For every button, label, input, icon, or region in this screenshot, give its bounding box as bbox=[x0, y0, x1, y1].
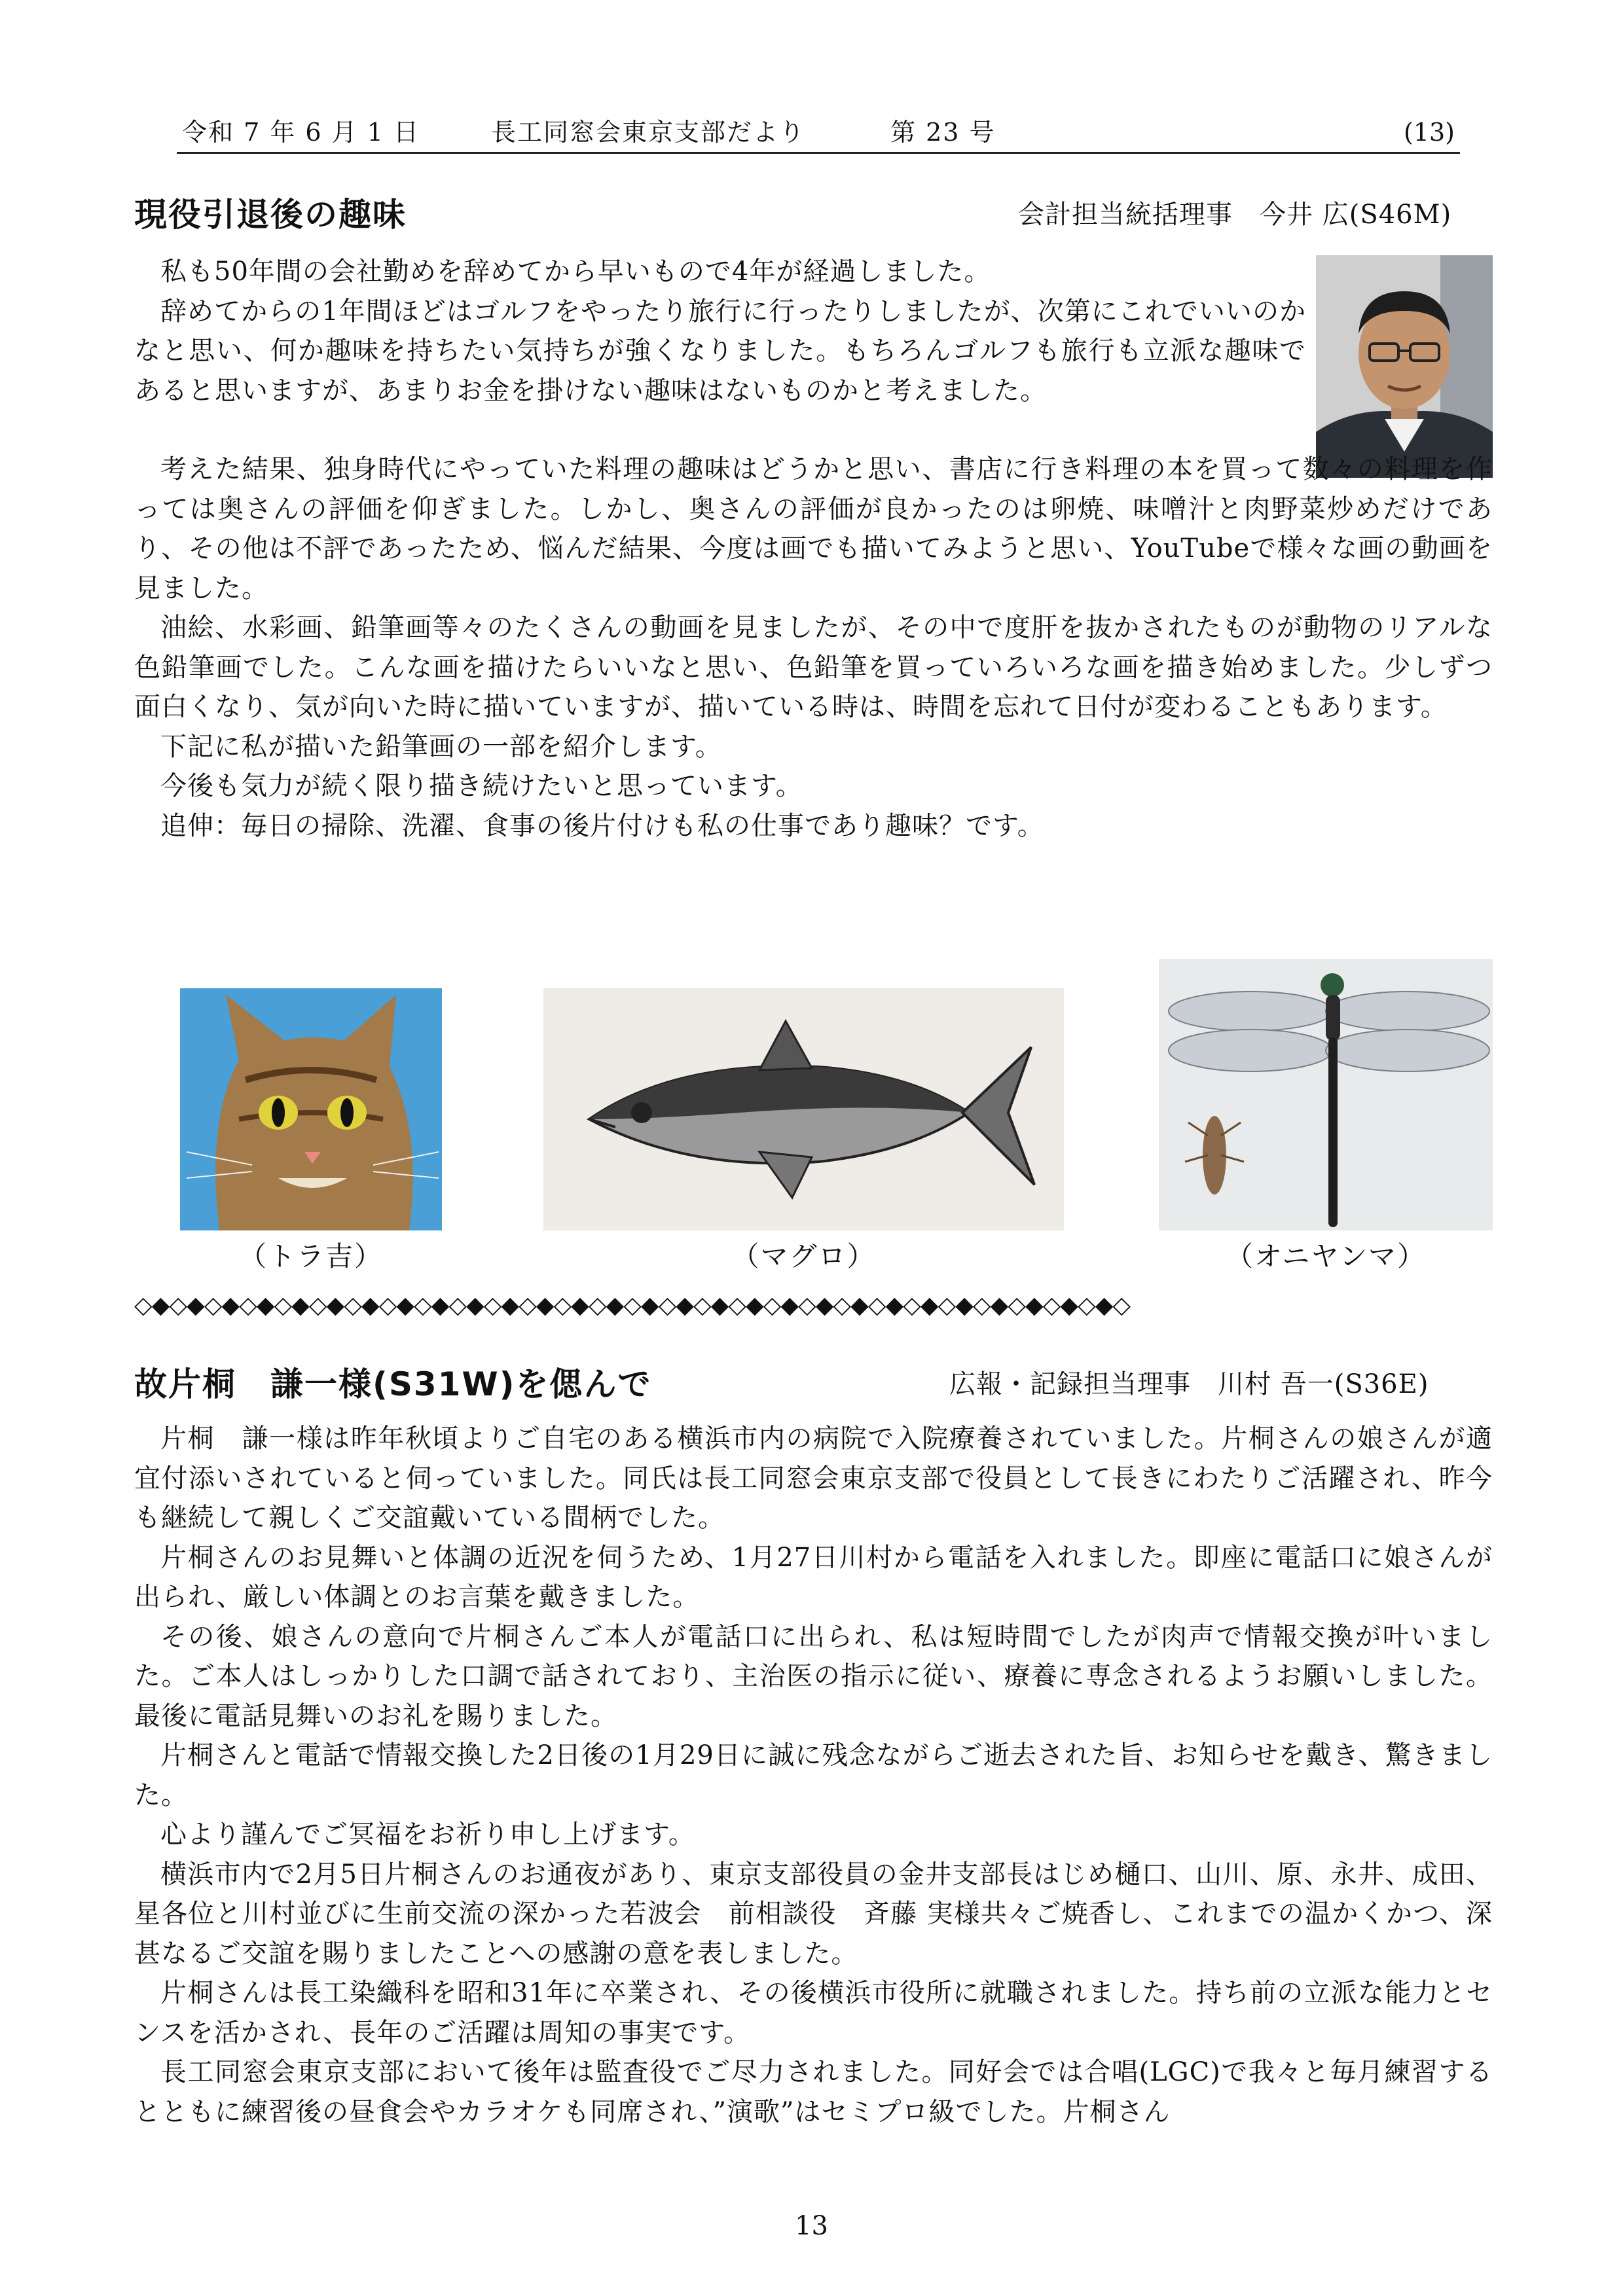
article1-body-bottom bbox=[134, 450, 1493, 846]
article2-paragraph: 片桐さんは長工染織科を昭和31年に卒業され、その後横浜市役所に就職されました。持ち前の立派な能力とセンスを活かされ、長年のご活躍は周知の事実です。 bbox=[134, 1978, 1493, 2048]
dragonfly-caption: （オニヤンマ） bbox=[1226, 1240, 1426, 1272]
article2-paragraph: 片桐さんのお見舞いと体調の近況を伺うため、1月27日川村から電話を入れました。即座に電話口に娘さんが出られ、厳しい体調とのお言葉を戴きました。 bbox=[134, 1542, 1493, 1612]
cat-caption: （トラ吉） bbox=[238, 1240, 383, 1272]
header-date: 令和 7 年 6 月 1 日 bbox=[182, 118, 420, 147]
author-portrait bbox=[1316, 255, 1493, 478]
article1-body-top bbox=[134, 252, 1306, 410]
article1-paragraph: 私も50年間の会社勤めを辞めてから早いもので4年が経過しました。 bbox=[160, 257, 991, 287]
page-header bbox=[177, 113, 1460, 154]
article2-title: 故片桐 謙一様(S31W)を偲んで bbox=[134, 1365, 652, 1403]
tuna-drawing bbox=[543, 988, 1064, 1230]
article2-paragraph: 片桐 謙一様は昨年秋頃よりご自宅のある横浜市内の病院で入院療養されていました。片桐さんの娘さんが適宜付添いされていると伺っていました。同氏は長工同窓会東京支部で役員として長きにわたりご活躍され、昨今も継続して親しくご交誼戴いている間柄でした。 bbox=[134, 1424, 1493, 1533]
article2-paragraph: 片桐さんと電話で情報交換した2日後の1月29日に誠に残念ながらご逝去された旨、お知らせを戴き、驚きました。 bbox=[134, 1740, 1493, 1810]
tuna-caption: （マグロ） bbox=[731, 1240, 876, 1272]
article2-paragraph: 横浜市内で2月5日片桐さんのお通夜があり、東京支部役員の金井支部長はじめ樋口、山川、原、永井、成田、星各位と川村並びに生前交流の深かった若波会 前相談役 斉藤 実様共々ご焼香し、これまでの温かくかつ、深甚なるご交誼を賜りましたことへの感謝の意を表しました。 bbox=[134, 1859, 1493, 1969]
header-issue: 第 23 号 bbox=[890, 118, 996, 147]
article1-paragraph: 今後も気力が続く限り描き続けたいと思っています。 bbox=[160, 771, 803, 801]
page-number: 13 bbox=[795, 2211, 828, 2241]
article1-paragraph: 考えた結果、独身時代にやっていた料理の趣味はどうかと思い、書店に行き料理の本を買って数々の料理を作っては奥さんの評価を仰ぎました。しかし、奥さんの評価が良かったのは卵焼、味噌汁と肉野菜炒めだけであり、その他は不評であったため、悩んだ結果、今度は画でも描いてみようと思い、YouTubeで様々な画の動画を見ました。 bbox=[134, 454, 1493, 603]
article1-title: 現役引退後の趣味 bbox=[134, 196, 407, 234]
header-page-label: (13) bbox=[1403, 118, 1455, 147]
article1-paragraph: 下記に私が描いた鉛筆画の一部を紹介します。 bbox=[160, 731, 722, 762]
article1-author: 会計担当統括理事 今井 広(S46M) bbox=[1018, 200, 1452, 230]
header-newsletter-title: 長工同窓会東京支部だより bbox=[491, 118, 806, 147]
article1-paragraph: 追伸：毎日の掃除、洗濯、食事の後片付けも私の仕事であり趣味？です。 bbox=[160, 810, 1044, 841]
article1-paragraph: 油絵、水彩画、鉛筆画等々のたくさんの動画を見ましたが、その中で度肝を抜かされたものが動物のリアルな色鉛筆画でした。こんな画を描けたらいいなと思い、色鉛筆を買っていろいろな画を描き始めました。少しずつ面白くなり、気が向いた時に描いていますが、描いている時は、時間を忘れて日付が変わることもあります。 bbox=[134, 613, 1493, 722]
cat-drawing bbox=[180, 988, 442, 1230]
article2-author: 広報・記録担当理事 川村 吾一(S36E) bbox=[949, 1369, 1429, 1399]
section-divider: ◇◆◇◆◇◆◇◆◇◆◇◆◇◆◇◆◇◆◇◆◇◆◇◆◇◆◇◆◇◆◇◆◇◆◇◆◇◆◇◆◇◆◇◆◇◆◇◆◇◆◇◆◇◆◇◆◇ bbox=[134, 1292, 1131, 1319]
dragonfly-drawing bbox=[1159, 959, 1493, 1230]
article2-paragraph: 長工同窓会東京支部において後年は監査役でご尽力されました。同好会では合唱(LGC)で我々と毎月練習するとともに練習後の昼食会やカラオケも同席され、”演歌”はセミプロ級でした。片桐さん bbox=[134, 2057, 1493, 2127]
article2-paragraph: 心より謹んでご冥福をお祈り申し上げます。 bbox=[160, 1820, 695, 1850]
article1-paragraph: 辞めてからの1年間ほどはゴルフをやったり旅行に行ったりしましたが、次第にこれでいいのかなと思い、何か趣味を持ちたい気持ちが強くなりました。もちろんゴルフも旅行も立派な趣味であると思いますが、あまりお金を掛けない趣味はないものかと考えました。 bbox=[134, 296, 1306, 406]
article2-body bbox=[134, 1419, 1493, 2132]
article2-paragraph: その後、娘さんの意向で片桐さんご本人が電話口に出られ、私は短時間でしたが肉声で情報交換が叶いました。ご本人はしっかりした口調で話されており、主治医の指示に従い、療養に専念されるようお願いしました。最後に電話見舞いのお礼を賜りました。 bbox=[134, 1621, 1493, 1731]
